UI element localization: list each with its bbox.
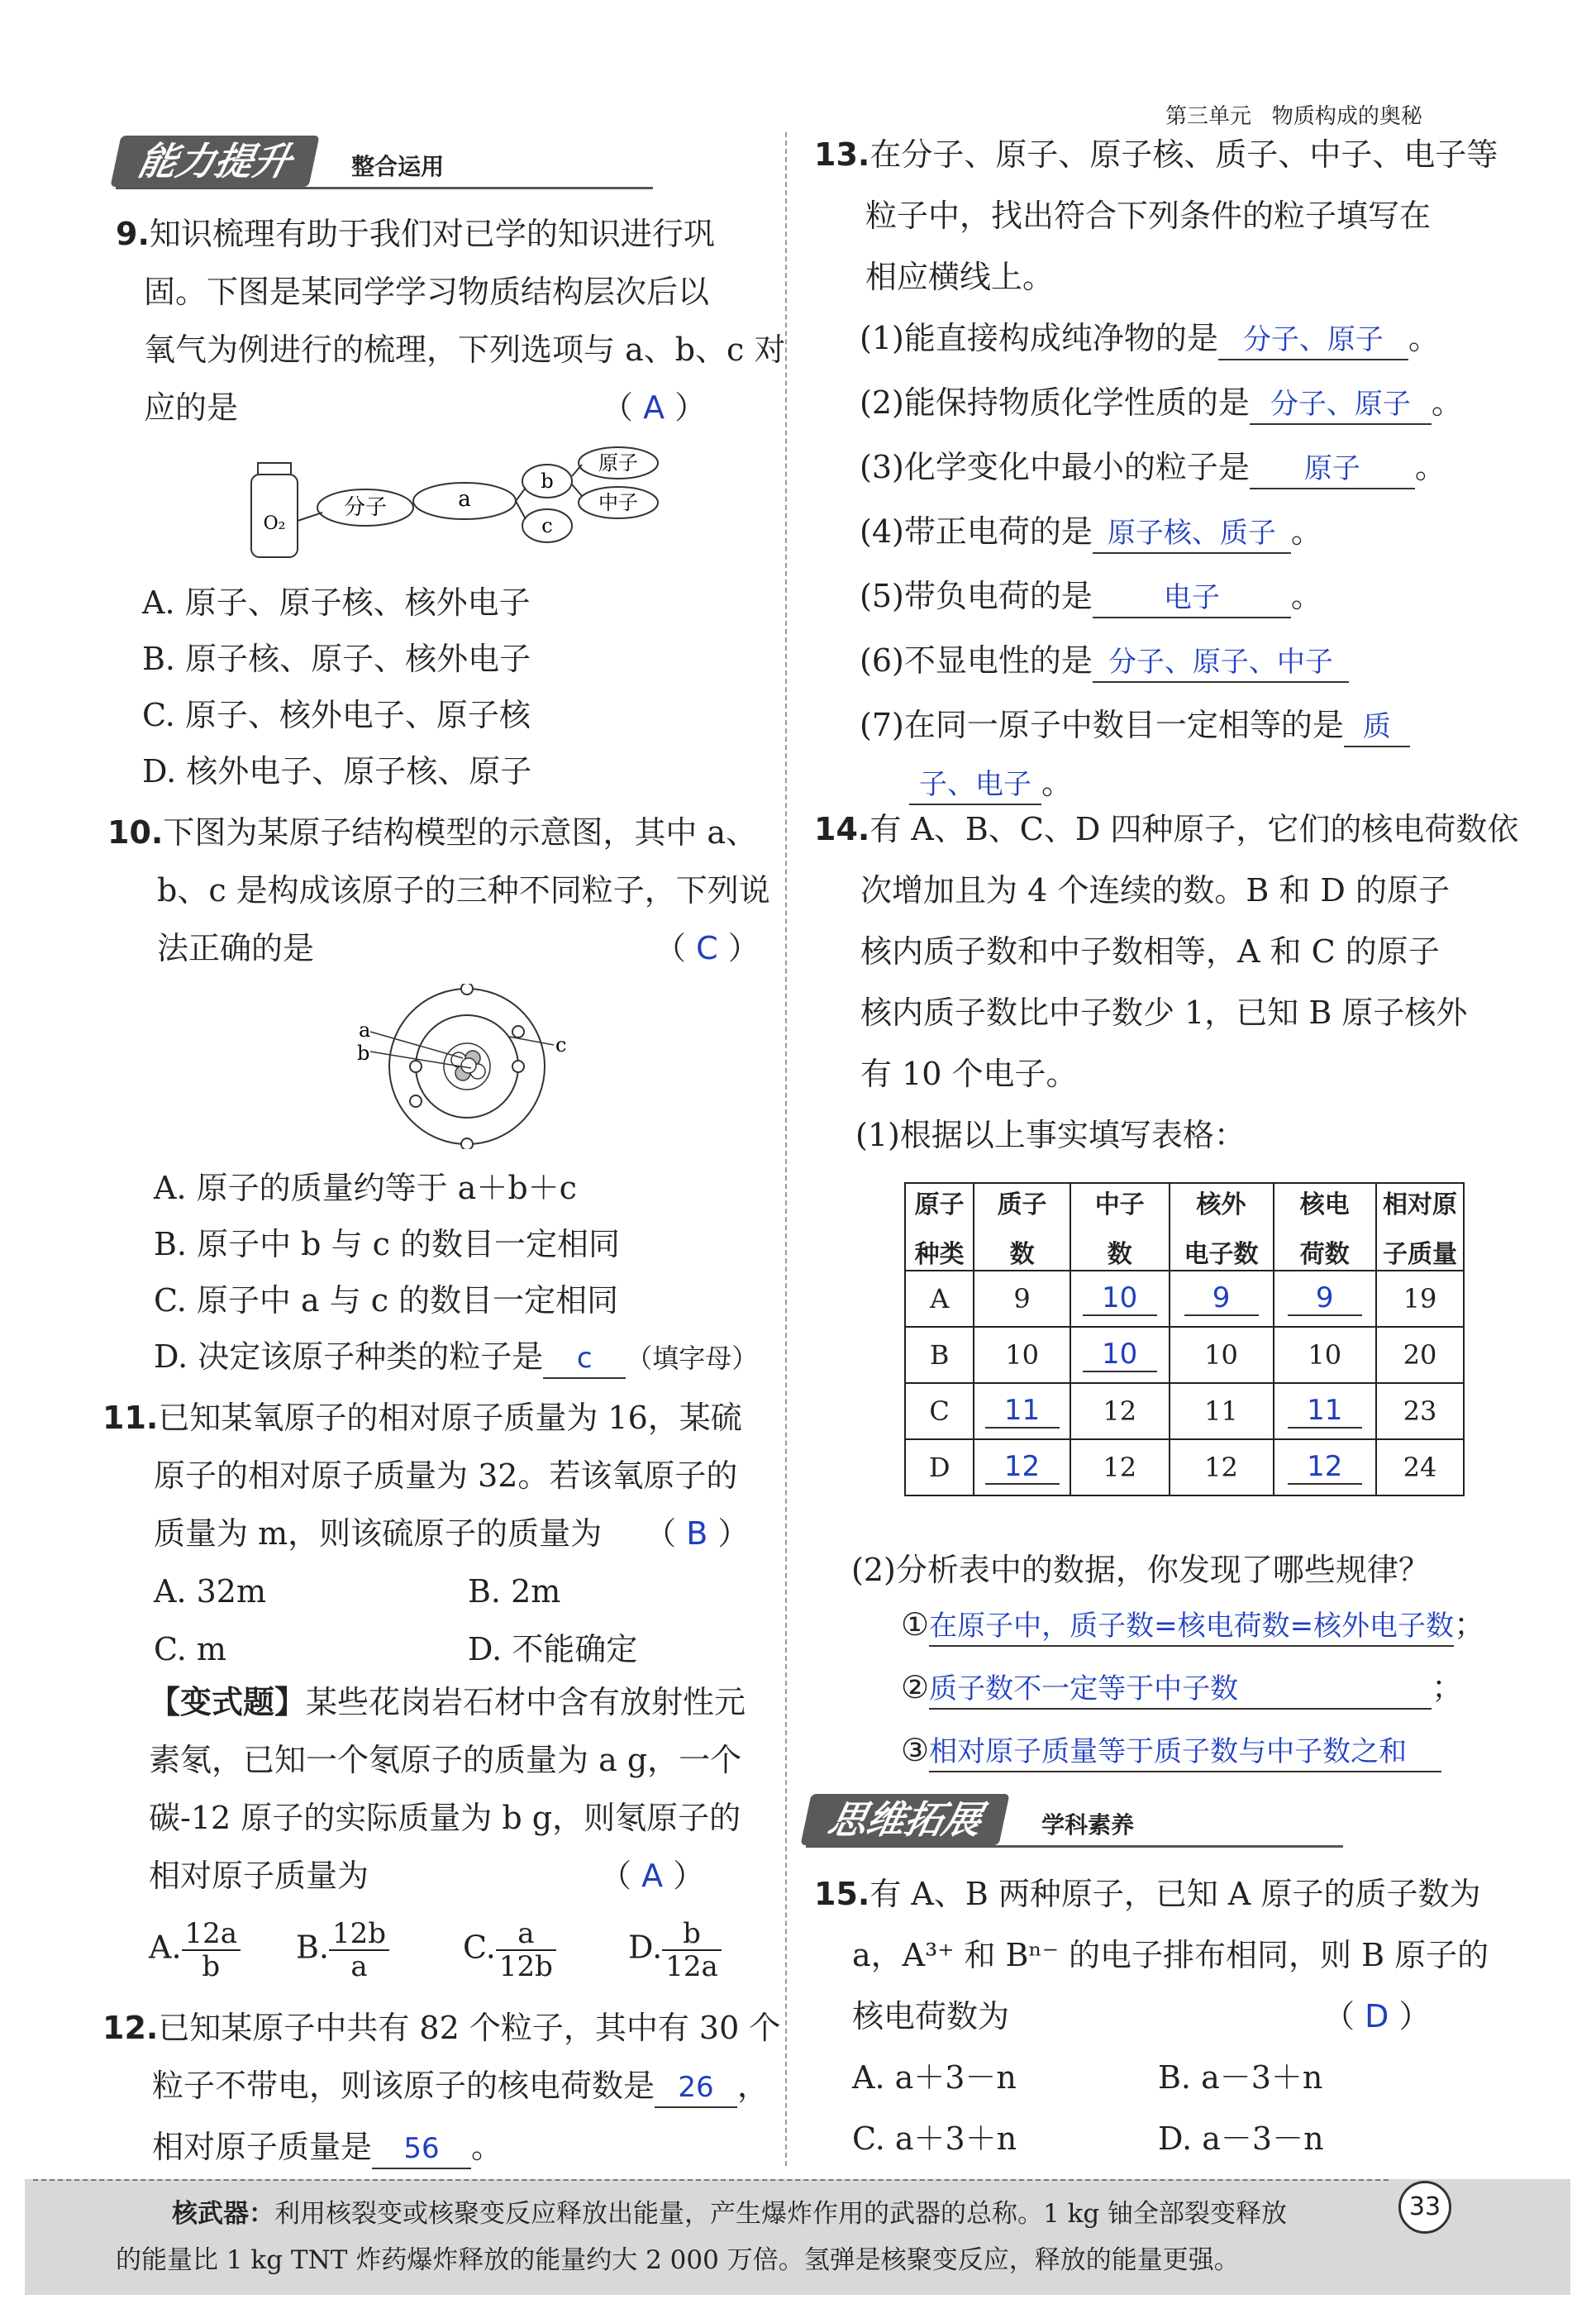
table-cell: 9 bbox=[974, 1271, 1070, 1327]
table-row bbox=[905, 1271, 1464, 1327]
node-c-label: c bbox=[541, 514, 553, 537]
node-a-label: a bbox=[458, 487, 471, 512]
q9-option-b: B. 原子核、原子、核外电子 bbox=[142, 641, 531, 677]
q14-rules bbox=[901, 1605, 1485, 1772]
q14-rule-2: ②质子数不一定等于中子数 ； bbox=[901, 1668, 1485, 1710]
q9-number: 9. bbox=[116, 216, 150, 252]
table-row bbox=[905, 1327, 1464, 1383]
banner-subtitle: 整合运用 bbox=[351, 153, 445, 180]
q10-number: 10. bbox=[107, 814, 164, 851]
table-cell: 24 bbox=[1376, 1439, 1464, 1495]
q10-option-b: B. 原子中 b 与 c 的数目一定相同 bbox=[154, 1226, 621, 1262]
q9-answer: A bbox=[643, 389, 665, 426]
q9-text: 固。下图是某同学学习物质结构层次后以 bbox=[144, 274, 710, 310]
table-cell: 12 bbox=[974, 1439, 1070, 1495]
table-cell: 10 bbox=[974, 1327, 1070, 1383]
q9-text: 知识梳理有助于我们对已学的知识进行巩 bbox=[149, 216, 715, 252]
table-cell: 11 bbox=[974, 1383, 1070, 1439]
q13-item-2: (2)能保持物质化学性质的是 分子、原子 。 bbox=[860, 384, 1463, 425]
q9-option-a: A. 原子、原子核、核外电子 bbox=[142, 584, 531, 621]
table-cell: 19 bbox=[1376, 1271, 1464, 1327]
bottle-cap bbox=[258, 463, 291, 475]
q11-option-b: B. 2m bbox=[468, 1573, 561, 1610]
q10-text: b、c 是构成该原子的三种不同粒子，下列说 bbox=[157, 872, 770, 909]
q13-item-7: (7)在同一原子中数目一定相等的是 质 bbox=[860, 706, 1463, 747]
q15-text: 核电荷数为 bbox=[852, 1998, 1010, 2034]
q10-atom-diagram bbox=[347, 984, 579, 1149]
table-cell: 9 bbox=[1274, 1271, 1376, 1327]
running-header bbox=[1165, 98, 1422, 136]
table-cell: 12 bbox=[1170, 1439, 1274, 1495]
table-cell: 23 bbox=[1376, 1383, 1464, 1439]
q12-text: 已知某原子中共有 82 个粒子，其中有 30 个 bbox=[158, 2010, 781, 2046]
q10-option-d: D. 决定该原子种类的粒子是 c （填字母） bbox=[154, 1338, 758, 1379]
q9-diagram bbox=[240, 446, 669, 570]
banner-rule bbox=[806, 1845, 1343, 1848]
question-14 bbox=[814, 810, 1518, 1154]
q15-option-b: B. a－3＋n bbox=[1158, 2059, 1323, 2096]
q14-text: 核内质子数和中子数相等，A 和 C 的原子 bbox=[860, 933, 1440, 970]
q15-option-c: C. a＋3＋n bbox=[852, 2120, 1017, 2157]
question-9: 9.知识梳理有助于我们对已学的知识进行巩 固。下图是某同学学习物质结构层次后以 氧气为例进行的梳理，下列选项与 a、b、c 对 应的是 （ A ） bbox=[116, 216, 786, 426]
q10-options bbox=[154, 1169, 758, 1379]
variant-text: 相对原子质量为 bbox=[149, 1858, 369, 1894]
header-unit: 第三单元 bbox=[1165, 104, 1252, 129]
electron bbox=[410, 1061, 422, 1072]
q13-item-1: (1)能直接构成纯净物的是 分子、原子 。 bbox=[860, 319, 1463, 360]
table-cell: 9 bbox=[1170, 1271, 1274, 1327]
footer-line-2: 的能量比 1 kg TNT 炸药爆炸释放的能量约大 2 000 万倍。氢弹是核聚变反应，释放的能量更强。 bbox=[116, 2245, 1240, 2275]
footer-line-1: 核武器：利用核裂变或核聚变反应释放出能量，产生爆炸作用的武器的总称。1 kg 铀全部裂变释放 bbox=[172, 2199, 1288, 2229]
q11-option-d: D. 不能确定 bbox=[468, 1631, 638, 1667]
node-atom-label: 原子 bbox=[598, 451, 638, 475]
page-number: 33 bbox=[1398, 2181, 1451, 2234]
q14-sub1: (1)根据以上事实填写表格： bbox=[855, 1117, 1246, 1153]
q10-option-c: C. 原子中 a 与 c 的数目一定相同 bbox=[154, 1282, 619, 1319]
variant-option-a: A. $\frac{12a}{b}$ bbox=[149, 1918, 241, 1982]
banner-title: 能力提升 bbox=[110, 136, 319, 187]
q13-text: 相应横线上。 bbox=[865, 259, 1055, 295]
table-cell: 10 bbox=[1170, 1327, 1274, 1383]
table-cell: 11 bbox=[1170, 1383, 1274, 1439]
electron bbox=[512, 1026, 524, 1037]
variant-option-b: B. $\frac{12b}{a}$ bbox=[296, 1918, 389, 1982]
question-11: 11.已知某氧原子的相对原子质量为 16，某硫 原子的相对原子质量为 32。若该氧原子的 质量为 m，则该硫原子的质量为 （ B ） A. 32m B. 2m C. m D. 不能确定 bbox=[102, 1400, 750, 1667]
table-header: 原子 种类 bbox=[905, 1183, 974, 1271]
q15-text: a，A³⁺ 和 Bⁿ⁻ 的电子排布相同，则 B 原子的 bbox=[852, 1937, 1489, 1973]
table-header: 相对原 子质量 bbox=[1376, 1183, 1464, 1271]
q14-text: 次增加且为 4 个连续的数。B 和 D 的原子 bbox=[860, 872, 1450, 909]
footer-note bbox=[25, 2179, 1570, 2295]
node-b-label: b bbox=[541, 470, 554, 493]
q13-item-5: (5)带负电荷的是 电子 。 bbox=[860, 577, 1463, 618]
table-row bbox=[905, 1383, 1464, 1439]
table-cell: 20 bbox=[1376, 1327, 1464, 1383]
q12-fill-charge: 26 bbox=[655, 2068, 737, 2108]
node-molecule-label: 分子 bbox=[343, 495, 388, 520]
question-13 bbox=[814, 136, 1498, 296]
table-cell: 12 bbox=[1070, 1439, 1170, 1495]
question-15: 15.有 A、B 两种原子，已知 A 原子的质子数为 a，A³⁺ 和 Bⁿ⁻ 的电子排布相同，则 B 原子的 核电荷数为 （ D ） A. a＋3－n B. a－3＋n C. a＋3＋n D. a－3－n bbox=[814, 1876, 1489, 2157]
variant-option-c: C. $\frac{a}{12b}$ bbox=[463, 1918, 556, 1982]
q10-answer: C bbox=[696, 930, 718, 966]
header-title: 物质构成的奥秘 bbox=[1271, 104, 1422, 129]
q13-item-3: (3)化学变化中最小的粒子是 原子 。 bbox=[860, 448, 1463, 489]
question-10: 10.下图为某原子结构模型的示意图，其中 a、 b、c 是构成该原子的三种不同粒子，下列说 法正确的是 （ C ） bbox=[107, 814, 770, 966]
q10-text: 法正确的是 bbox=[157, 930, 315, 966]
table-cell: B bbox=[905, 1327, 974, 1383]
table-cell: 10 bbox=[1070, 1271, 1170, 1327]
table-cell: 10 bbox=[1070, 1327, 1170, 1383]
right-section-banner bbox=[806, 1794, 1134, 1845]
table-header: 核电 荷数 bbox=[1274, 1183, 1376, 1271]
q10-text: 下图为某原子结构模型的示意图，其中 a、 bbox=[163, 814, 758, 851]
left-section-banner bbox=[116, 136, 444, 187]
variant-question: 【变式题】某些花岗岩石材中含有放射性元 素氡，已知一个氡原子的质量为 a g，一个 碳-12 原子的实际质量为 b g，则氡原子的 相对原子质量为 （ A ） bbox=[149, 1684, 746, 1894]
q11-option-a: A. 32m bbox=[154, 1573, 266, 1610]
node-neutron-label: 中子 bbox=[598, 491, 638, 514]
table-cell: 12 bbox=[1070, 1383, 1170, 1439]
q13-number: 13. bbox=[814, 136, 870, 173]
table-cell: C bbox=[905, 1383, 974, 1439]
q14-rule-1: ①在原子中，质子数=核电荷数=核外电子数； bbox=[901, 1605, 1485, 1647]
table-cell: 10 bbox=[1274, 1327, 1376, 1383]
electron bbox=[461, 984, 473, 995]
q11-option-c: C. m bbox=[154, 1631, 226, 1667]
q13-items: (1)能直接构成纯净物的是 分子、原子 。 (2)能保持物质化学性质的是 分子、原子 。 (3)化学变化中最小的粒子是 原子 。 (4)带正电荷的是 原子核、质子 。 (5)带负电荷的是 电子 。 (6)不显电性的是 分子、原子、中子 (7)在同一原子中数目一定相等的是 质 子、电子 。 bbox=[860, 319, 1463, 805]
q14-text: 有 10 个电子。 bbox=[860, 1056, 1078, 1092]
q15-option-d: D. a－3－n bbox=[1158, 2120, 1324, 2157]
q15-text: 有 A、B 两种原子，已知 A 原子的质子数为 bbox=[869, 1876, 1481, 1912]
table-row bbox=[905, 1439, 1464, 1495]
q11-text: 质量为 m，则该硫原子的质量为 bbox=[154, 1515, 603, 1552]
table-cell: 11 bbox=[1274, 1383, 1376, 1439]
q12-number: 12. bbox=[102, 2010, 159, 2046]
q13-text: 在分子、原子、原子核、质子、中子、电子等 bbox=[869, 136, 1498, 173]
table-cell: A bbox=[905, 1271, 974, 1327]
q11-answer: B bbox=[686, 1515, 708, 1552]
q15-number: 15. bbox=[814, 1876, 870, 1912]
q9-text: 氧气为例进行的梳理，下列选项与 a、b、c 对 bbox=[144, 332, 786, 368]
q14-rule-3: ③相对原子质量等于质子数与中子数之和 bbox=[901, 1731, 1485, 1772]
q14-text: 有 A、B、C、D 四种原子，它们的核电荷数依 bbox=[869, 811, 1519, 847]
q13-text: 粒子中，找出符合下列条件的粒子填写在 bbox=[865, 198, 1432, 234]
banner-rule bbox=[116, 187, 653, 189]
table-header: 核外 电子数 bbox=[1170, 1183, 1274, 1271]
q10-option-a: A. 原子的质量约等于 a＋b＋c bbox=[154, 1170, 577, 1206]
q14-table bbox=[904, 1182, 1465, 1496]
q9-options bbox=[142, 584, 531, 790]
table-header: 质子 数 bbox=[974, 1183, 1070, 1271]
q10-d-fill: c bbox=[543, 1339, 626, 1379]
variant-answer: A bbox=[641, 1858, 664, 1894]
bottle-label: O₂ bbox=[263, 513, 286, 534]
table-cell: D bbox=[905, 1439, 974, 1495]
label-b: b bbox=[357, 1042, 370, 1065]
q15-option-a: A. a＋3－n bbox=[852, 2059, 1017, 2096]
table-cell: 12 bbox=[1274, 1439, 1376, 1495]
column-divider bbox=[785, 132, 787, 2166]
q11-text: 原子的相对原子质量为 32。若该氧原子的 bbox=[154, 1457, 738, 1494]
q9-option-d: D. 核外电子、原子核、原子 bbox=[142, 753, 532, 789]
table-header: 中子 数 bbox=[1070, 1183, 1170, 1271]
q9-text: 应的是 bbox=[144, 389, 239, 426]
electron bbox=[512, 1061, 524, 1072]
q14-text: 核内质子数比中子数少 1，已知 B 原子核外 bbox=[860, 995, 1468, 1031]
q14-sub2: (2)分析表中的数据，你发现了哪些规律？ bbox=[851, 1552, 1430, 1588]
q14-number: 14. bbox=[814, 811, 870, 847]
variant-text: 素氡，已知一个氡原子的质量为 a g，一个 bbox=[149, 1742, 742, 1778]
question-12: 12.已知某原子中共有 82 个粒子，其中有 30 个 粒子不带电，则该原子的核电荷数是 26 ， 相对原子质量是 56 。 bbox=[102, 2009, 780, 2169]
variant-option-d: D. $\frac{b}{12a}$ bbox=[628, 1918, 722, 1982]
q13-item-6: (6)不显电性的是 分子、原子、中子 bbox=[860, 642, 1463, 683]
q15-answer: D bbox=[1365, 1998, 1389, 2034]
q12-fill-mass: 56 bbox=[372, 2130, 471, 2169]
q13-item-4: (4)带正电荷的是 原子核、质子 。 bbox=[860, 513, 1463, 554]
electron bbox=[410, 1095, 422, 1107]
variant-text: 碳-12 原子的实际质量为 b g，则氡原子的 bbox=[149, 1800, 741, 1836]
variant-text: 某些花岗岩石材中含有放射性元 bbox=[306, 1684, 746, 1720]
variant-tag: 【变式题】 bbox=[149, 1684, 307, 1720]
q11-number: 11. bbox=[102, 1400, 159, 1436]
q9-option-c: C. 原子、核外电子、原子核 bbox=[142, 697, 531, 733]
electron bbox=[461, 1138, 473, 1149]
label-a: a bbox=[359, 1018, 371, 1042]
banner-title: 思维拓展 bbox=[800, 1794, 1009, 1845]
table-header-row bbox=[905, 1183, 1464, 1271]
banner-subtitle: 学科素养 bbox=[1041, 1811, 1135, 1839]
label-c: c bbox=[555, 1033, 567, 1057]
q11-text: 已知某氧原子的相对原子质量为 16，某硫 bbox=[158, 1400, 742, 1436]
